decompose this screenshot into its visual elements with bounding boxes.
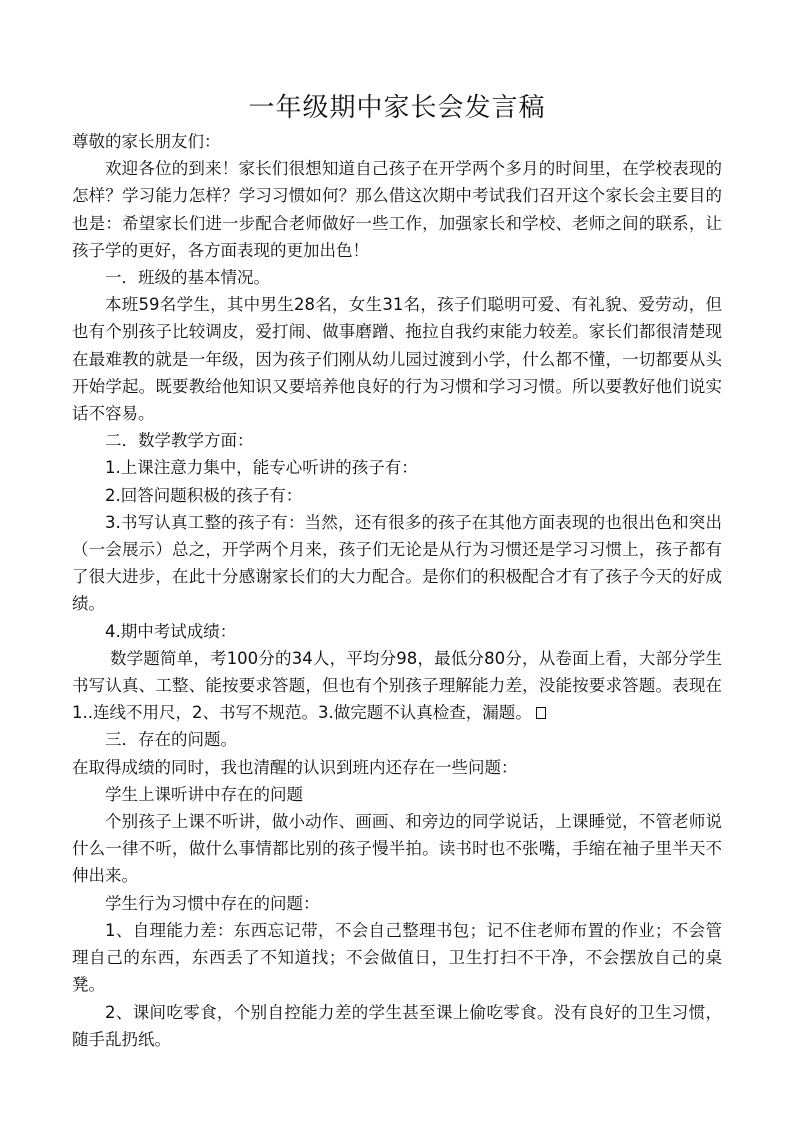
sub2-item1: 1、自理能力差：东西忘记带，不会自己整理书包；记不住老师布置的作业；不会管理自己的东西，东西丢了不知道找；不会做值日，卫生打扫不干净，不会摆放自己的桌凳。 — [72, 920, 722, 995]
checkbox-square-icon — [536, 707, 546, 719]
sub2-item2: 2、课间吃零食，个别自控能力差的学生甚至课上偷吃零食。没有良好的卫生习惯，随手乱扔纸。 — [72, 1002, 722, 1049]
sub1-paragraph: 个别孩子上课不听讲，做小动作、画画、和旁边的同学说话，上课睡觉，不管老师说什么一律不听，做什么事情都比别的孩子慢半拍。读书时也不张嘴，手缩在袖子里半天不伸出来。 — [72, 812, 722, 886]
sub1-heading: 学生上课听讲中存在的问题 — [105, 784, 303, 804]
item2: 2.回答问题积极的孩子有： — [105, 485, 303, 505]
section3-intro: 在取得成绩的同时，我也清醒的认识到班内还存在一些问题： — [72, 757, 518, 777]
item1: 1.上课注意力集中，能专心听讲的孩子有： — [105, 458, 418, 478]
section1-heading: 一．班级的基本情况。 — [105, 268, 270, 288]
item3: 3.书写认真工整的孩子有：当然，还有很多的孩子在其他方面表现的也很出色和突出（一会展示）总之，开学两个月来，孩子们无论是从行为习惯还是学习习惯上，孩子都有了很大进步，在此十分感谢家长们的大力配合。是你们的积极配合才有了孩子今天的好成绩。 — [72, 512, 722, 614]
greeting: 尊敬的家长朋友们： — [72, 132, 221, 151]
section3-heading: 三．存在的问题。 — [105, 730, 237, 750]
item4: 4.期中考试成绩： — [105, 621, 237, 641]
intro-paragraph: 欢迎各位的到来！家长们很想知道自己孩子在开学两个多月的时间里，在学校表现的怎样？学习能力怎样？学习习惯如何？那么借这次期中考试我们召开这个家长会主要目的也是：希望家长们进一步配合老师做好一些工作，加强家长和学校、老师之间的联系，让孩子学的更好，各方面表现的更加出色！ — [72, 159, 722, 260]
section2-heading: 二．数学教学方面： — [105, 431, 254, 451]
sub2-heading: 学生行为习惯中存在的问题： — [105, 893, 320, 913]
section1-paragraph: 本班59名学生，其中男生28名，女生31名，孩子们聪明可爱、有礼貌、爱劳动，但也有个别孩子比较调皮，爱打闹、做事磨蹭、拖拉自我约束能力较差。家长们都很清楚现在最难教的就是一年级，因为孩子们刚从幼儿园过渡到小学，什么都不懂，一切都要从头开始学起。既要教给他知识又要培养他良好的行为习惯和学习习惯。所以要教好他们说实话不容易。 — [72, 295, 722, 424]
item4-text: 数学题简单，考100分的34人，平均分98，最低分80分，从卷面上看，大部分学生书写认真、工整、能按要求答题，但也有个别孩子理解能力差，没能按要求答题。表现在1..连线不用尺，2、书写不规范。3.做完题不认真检查，漏题。 — [72, 648, 722, 723]
document-title: 一年级期中家长会发言稿 — [248, 93, 546, 123]
document-page — [72, 88, 722, 1053]
item4-paragraph — [72, 645, 722, 727]
